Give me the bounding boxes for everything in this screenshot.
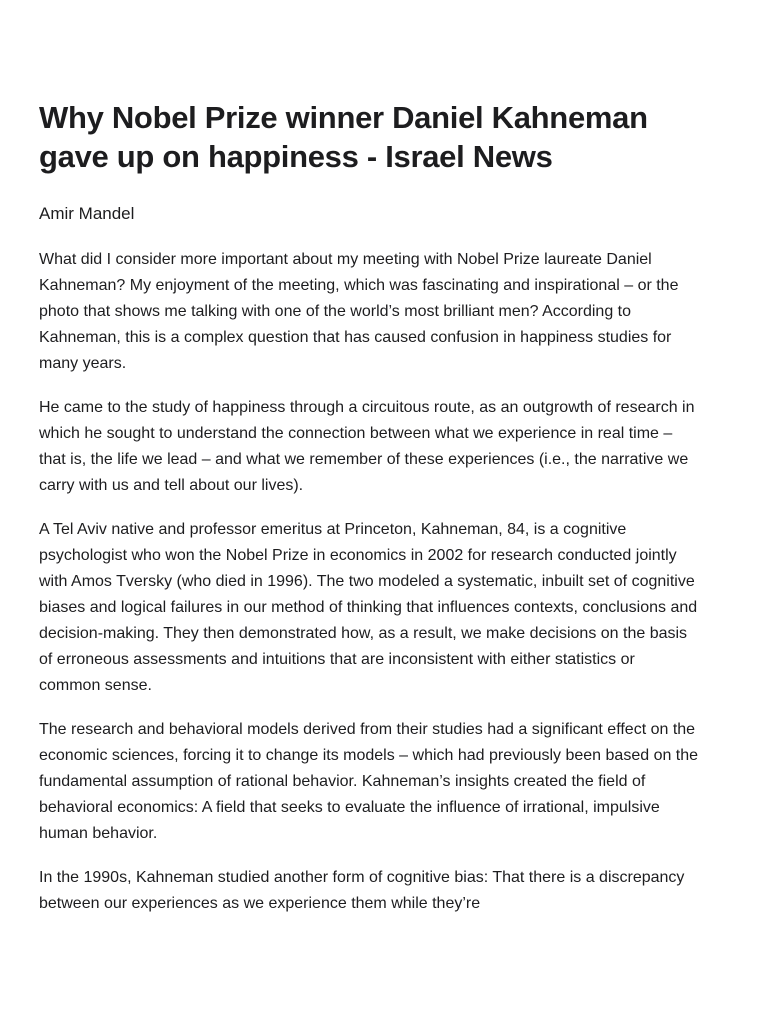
article-title: Why Nobel Prize winner Daniel Kahneman gave up on happiness - Israel News [39, 100, 648, 174]
paragraph: What did I consider more important about my meeting with Nobel Prize laureate Daniel Kahneman? My enjoyment of the meeting, which was fascinating and inspirational – or the photo that shows me talking with one of the world’s most brilliant men? According to Kahneman, this is a complex question that has caused confusion in happiness studies for many years. [39, 251, 679, 372]
paragraph: A Tel Aviv native and professor emeritus at Princeton, Kahneman, 84, is a cognitive psychologist who won the Nobel Prize in economics in 2002 for research conducted jointly with Amos Tversky (who died in 1996). The two modeled a systematic, inbuilt set of cognitive biases and logical failures in our method of thinking that influences contexts, conclusions and decision-making. They then demonstrated how, as a result, we make decisions on the basis of erroneous assessments and intuitions that are inconsistent with either statistics or common sense. [39, 521, 698, 694]
article-body [39, 247, 699, 917]
paragraph: In the 1990s, Kahneman studied another form of cognitive bias: That there is a discrepancy between our experiences as we experience them while they’re [39, 869, 685, 912]
paragraph: He came to the study of happiness through a circuitous route, as an outgrowth of research in which he sought to understand the connection between what we experience in real time – that is, the life we lead – and what we remember of these experiences (i.e., the narrative we carry with us and tell about our lives). [39, 399, 695, 494]
article [39, 98, 699, 935]
paragraph: The research and behavioral models derived from their studies had a significant effect on the economic sciences, forcing it to change its models – which had previously been based on the fundamental assumption of rational behavior. Kahneman’s insights created the field of behavioral economics: A field that seeks to evaluate the influence of irrational, impulsive human behavior. [39, 721, 699, 842]
article-author: Amir Mandel [39, 204, 135, 223]
